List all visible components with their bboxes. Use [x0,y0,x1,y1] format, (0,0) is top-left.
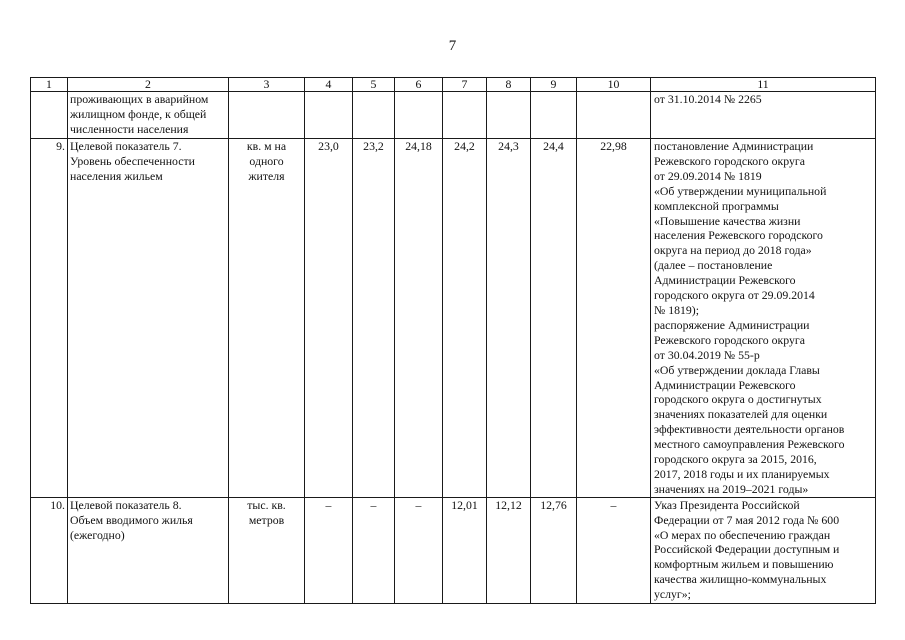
header-row [31,78,876,92]
value-cell: – [395,497,443,603]
value-cell [577,92,651,139]
source-cell: от 31.10.2014 № 2265 [651,92,876,139]
value-cell: 24,18 [395,139,443,498]
value-cell [395,92,443,139]
value-cell [443,92,487,139]
header-cell: 6 [395,78,443,92]
unit-cell: тыс. кв. метров [229,497,305,603]
indicator-name: Целевой показатель 7. Уровень обеспеченности населения жильем [68,139,229,498]
table-row [31,139,876,498]
value-cell: 22,98 [577,139,651,498]
value-cell [353,92,395,139]
value-cell [305,92,353,139]
value-cell: 24,4 [531,139,577,498]
table-row [31,497,876,603]
header-cell: 1 [31,78,68,92]
indicator-name: проживающих в аварийном жилищном фонде, к общей численности населения [68,92,229,139]
value-cell: 23,0 [305,139,353,498]
indicators-table [30,77,876,604]
value-cell: 12,01 [443,497,487,603]
value-cell: 23,2 [353,139,395,498]
header-cell: 5 [353,78,395,92]
header-cell: 7 [443,78,487,92]
indicator-name: Целевой показатель 8. Объем вводимого жилья (ежегодно) [68,497,229,603]
value-cell: – [577,497,651,603]
unit-cell [229,92,305,139]
row-number [31,92,68,139]
header-cell: 11 [651,78,876,92]
source-cell: постановление Администрации Режевского городского округа от 29.09.2014 № 1819 «Об утверждении муниципальной комплексной программы «Повышение качества жизни населения Режевского городского округа на период до 2018 года» (далее – постановление Администрации Режевского городского округа от 29.09.2014 № 1819); распоряжение Администрации Режевского городского округа от 30.04.2019 № 55-р «Об утверждении доклада Главы Администрации Режевского городского округа о достигнутых значениях показателей для оценки эффективности деятельности органов местного самоуправления Режевского городского округа за 2015, 2016, 2017, 2018 годы и их планируемых значениях на 2019–2021 годы» [651,139,876,498]
unit-cell: кв. м на одного жителя [229,139,305,498]
header-cell: 8 [487,78,531,92]
table-row [31,92,876,139]
source-cell: Указ Президента Российской Федерации от 7 мая 2012 года № 600 «О мерах по обеспечению граждан Российской Федерации доступным и комфортным жильем и повышению качества жилищно-коммунальных услуг»; [651,497,876,603]
row-number: 10. [31,497,68,603]
value-cell [531,92,577,139]
header-cell: 4 [305,78,353,92]
value-cell: 24,2 [443,139,487,498]
value-cell: 12,12 [487,497,531,603]
value-cell [487,92,531,139]
row-number: 9. [31,139,68,498]
header-cell: 3 [229,78,305,92]
value-cell: 24,3 [487,139,531,498]
page-number: 7 [448,38,457,54]
header-cell: 9 [531,78,577,92]
value-cell: – [353,497,395,603]
value-cell: – [305,497,353,603]
value-cell: 12,76 [531,497,577,603]
header-cell: 2 [68,78,229,92]
header-cell: 10 [577,78,651,92]
